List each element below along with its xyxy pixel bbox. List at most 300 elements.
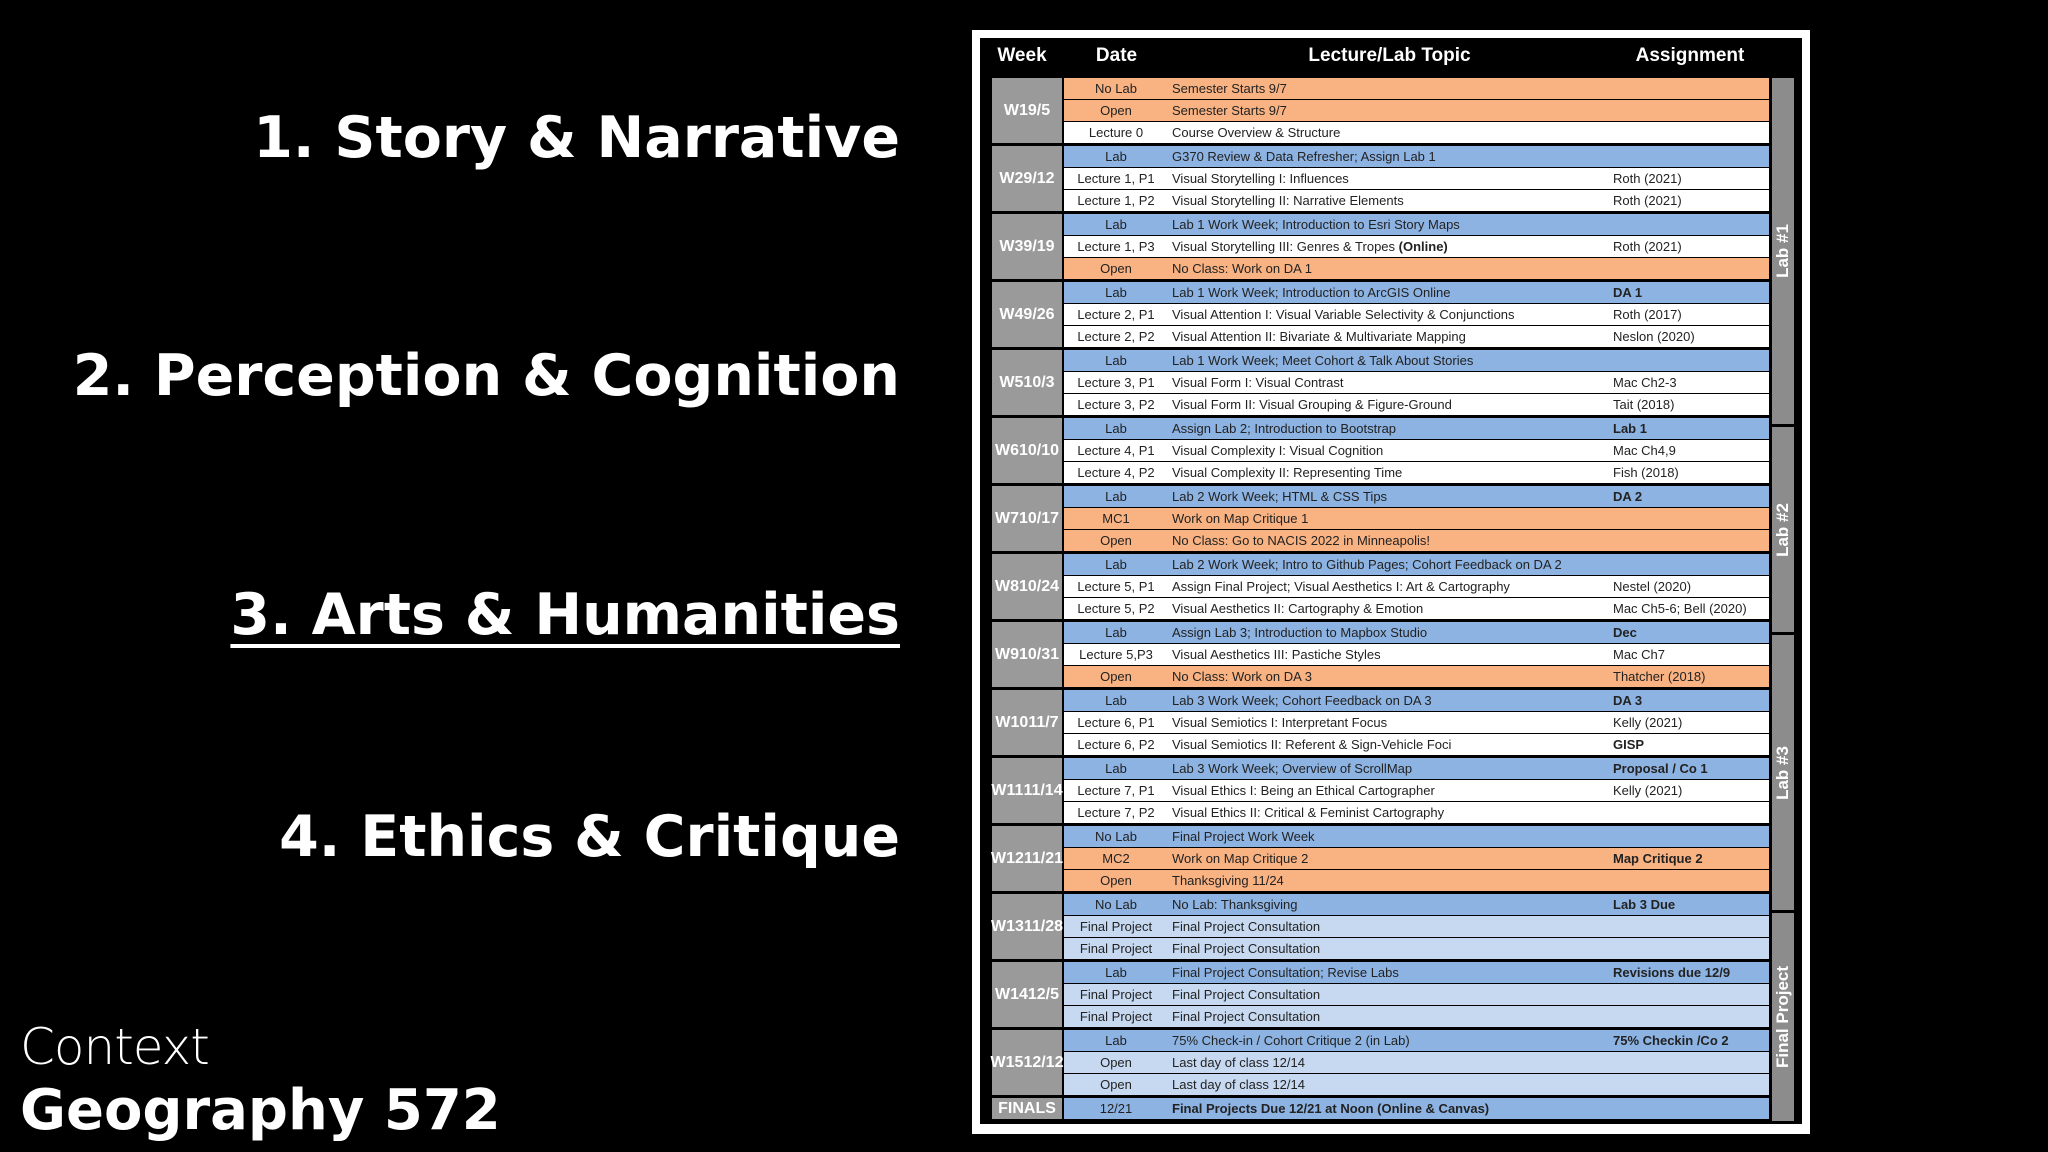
topic-text: Visual Ethics I: Being an Ethical Cartographer — [1172, 783, 1435, 798]
date-cell: Open — [1100, 1077, 1132, 1092]
topic-text: Lab 3 Work Week; Cohort Feedback on DA 3 — [1172, 693, 1432, 708]
topic-cell — [1169, 734, 1609, 755]
week-date: 9/19 — [1023, 238, 1055, 255]
topic-text: Visual Form I: Visual Contrast — [1172, 375, 1344, 390]
table-row — [1064, 894, 1769, 915]
week-date: 11/21 — [1023, 850, 1064, 867]
table-row — [1064, 666, 1769, 687]
table-row — [1064, 984, 1769, 1005]
date-cell: Lab — [1105, 625, 1127, 640]
topic-text: No Lab: Thanksgiving — [1172, 897, 1298, 912]
assignment-cell: Kelly (2021) — [1613, 783, 1683, 798]
topic-text: Visual Ethics II: Critical & Feminist Cartography — [1172, 805, 1445, 820]
week-number: W14 — [994, 986, 1028, 1003]
date-cell: Lecture 7, P1 — [1077, 783, 1155, 798]
topic-cell — [1169, 780, 1609, 801]
assignment-cell: Dec — [1613, 625, 1637, 640]
topic-text: Visual Complexity I: Visual Cognition — [1172, 443, 1384, 458]
table-row — [1064, 190, 1769, 211]
assignment-cell: DA 1 — [1613, 285, 1643, 300]
topic-cell — [1169, 214, 1609, 235]
date-cell: Lab — [1105, 489, 1127, 504]
date-cell: Open — [1100, 533, 1132, 548]
week-date: 9/12 — [1023, 170, 1055, 187]
assignment-cell — [1610, 984, 1769, 1005]
table-row — [1064, 100, 1769, 121]
date-cell: Lab — [1105, 693, 1127, 708]
week-date: 10/3 — [1023, 374, 1055, 391]
assignment-cell — [1610, 350, 1769, 371]
table-row — [1064, 1098, 1769, 1119]
table-row — [1064, 780, 1769, 801]
week-block — [992, 78, 1769, 143]
topic-text: Final Project Consultation — [1172, 941, 1321, 956]
topic-cell — [1169, 282, 1609, 303]
week-date: 10/24 — [1018, 578, 1060, 595]
date-cell: Lab — [1105, 421, 1127, 436]
topic-cell — [1169, 462, 1609, 483]
date-cell: No Lab — [1095, 897, 1137, 912]
context-label: Context — [20, 1018, 209, 1076]
topic-text: Visual Storytelling I: Influences — [1172, 171, 1349, 186]
week-block — [992, 962, 1769, 1027]
date-cell: Lab — [1105, 353, 1127, 368]
table-row — [1064, 690, 1769, 711]
table-row — [1064, 168, 1769, 189]
table-row — [1064, 258, 1769, 279]
assignment-cell — [1610, 530, 1769, 551]
side-label-lab1: Lab #1 — [1772, 78, 1794, 424]
topic-emphasis: (Online) — [1395, 239, 1448, 254]
week-number: W8 — [994, 578, 1019, 595]
week-label — [992, 1030, 1062, 1095]
topic-text: Visual Form II: Visual Grouping & Figure-Ground — [1172, 397, 1452, 412]
topic-cell — [1169, 486, 1609, 507]
table-row — [1064, 1006, 1769, 1027]
topic-cell — [1169, 350, 1609, 371]
assignment-cell: Mac Ch4,9 — [1613, 443, 1676, 458]
date-cell: Open — [1100, 1055, 1132, 1070]
table-row — [1064, 530, 1769, 551]
date-cell: Open — [1100, 261, 1132, 276]
topic-text: Semester Starts 9/7 — [1172, 103, 1287, 118]
week-block — [992, 690, 1769, 755]
week-number: W12 — [990, 850, 1024, 867]
week-date: 10/10 — [1018, 442, 1060, 459]
assignment-cell: Lab 3 Due — [1613, 897, 1676, 912]
week-block — [992, 282, 1769, 347]
week-number: W3 — [999, 238, 1024, 255]
topic-text: No Class: Go to NACIS 2022 in Minneapolis! — [1172, 533, 1430, 548]
date-cell: Lecture 4, P1 — [1077, 443, 1155, 458]
assignment-cell — [1610, 1098, 1769, 1119]
assignment-cell: Tait (2018) — [1613, 397, 1675, 412]
topic-cell — [1169, 916, 1609, 937]
assignment-cell: Thatcher (2018) — [1613, 669, 1706, 684]
table-row — [1064, 418, 1769, 439]
topic-cell — [1169, 826, 1609, 847]
assignment-cell: Roth (2021) — [1613, 171, 1682, 186]
topic-cell — [1169, 622, 1609, 643]
assignment-cell: Roth (2021) — [1613, 193, 1682, 208]
assignment-cell: DA 2 — [1613, 489, 1643, 504]
date-cell: Final Project — [1079, 919, 1153, 934]
topic-cell — [1169, 1006, 1609, 1027]
topic-text: Final Project Consultation; Revise Labs — [1172, 965, 1399, 980]
assignment-cell: GISP — [1613, 737, 1645, 752]
date-cell: Final Project — [1079, 941, 1153, 956]
table-row — [1064, 122, 1769, 143]
topic-cell — [1169, 938, 1609, 959]
assignment-cell: Mac Ch7 — [1613, 647, 1666, 662]
table-row — [1064, 802, 1769, 823]
table-row — [1064, 758, 1769, 779]
topic-cell — [1169, 326, 1609, 347]
theme-story-narrative: 1. Story & Narrative — [253, 105, 900, 171]
header-date: Date — [1095, 45, 1138, 66]
table-row — [1064, 462, 1769, 483]
week-number: W11 — [991, 782, 1024, 799]
week-date: 11/28 — [1023, 918, 1064, 935]
table-row — [1064, 508, 1769, 529]
date-cell: Lecture 1, P1 — [1077, 171, 1155, 186]
topic-text: G370 Review & Data Refresher; Assign Lab 1 — [1172, 149, 1436, 164]
table-row — [1064, 962, 1769, 983]
topic-cell — [1169, 394, 1609, 415]
table-row — [1064, 712, 1769, 733]
week-label — [992, 214, 1062, 279]
assignment-cell — [1610, 78, 1769, 99]
week-label — [992, 1098, 1062, 1119]
side-label-lab3: Lab #3 — [1772, 635, 1794, 910]
topic-text: Final Project Consultation — [1172, 987, 1321, 1002]
date-cell: Lab — [1105, 285, 1127, 300]
table-row — [1064, 214, 1769, 235]
table-row — [1064, 938, 1769, 959]
week-number: W15 — [990, 1054, 1024, 1071]
assignment-cell: DA 3 — [1613, 693, 1643, 708]
week-label — [992, 486, 1062, 551]
date-cell: Open — [1100, 873, 1132, 888]
table-row — [1064, 394, 1769, 415]
topic-cell — [1169, 304, 1609, 325]
topic-cell — [1169, 508, 1609, 529]
assignment-cell: Mac Ch5-6; Bell (2020) — [1613, 601, 1747, 616]
table-row — [1064, 644, 1769, 665]
week-block — [992, 1098, 1769, 1119]
week-date: 9/26 — [1023, 306, 1055, 323]
topic-cell — [1169, 440, 1609, 461]
topic-text: Visual Aesthetics III: Pastiche Styles — [1172, 647, 1381, 662]
table-row — [1064, 576, 1769, 597]
topic-text: No Class: Work on DA 1 — [1172, 261, 1312, 276]
topic-text: Visual Aesthetics II: Cartography & Emotion — [1172, 601, 1424, 616]
week-label — [992, 894, 1062, 959]
topic-cell — [1169, 984, 1609, 1005]
table-row — [1064, 734, 1769, 755]
table-row — [1064, 622, 1769, 643]
assignment-cell — [1610, 1052, 1769, 1073]
topic-text: Last day of class 12/14 — [1172, 1055, 1305, 1070]
theme-arts-humanities: 3. Arts & Humanities — [230, 582, 900, 648]
week-block — [992, 758, 1769, 823]
table-header — [980, 38, 1802, 74]
week-date: 10/17 — [1018, 510, 1060, 527]
date-cell: Final Project — [1079, 987, 1153, 1002]
date-cell: Final Project — [1079, 1009, 1153, 1024]
assignment-cell — [1610, 214, 1769, 235]
assignment-cell — [1610, 122, 1769, 143]
table-row — [1064, 826, 1769, 847]
schedule-table — [980, 38, 1802, 1124]
assignment-cell: Roth (2021) — [1613, 239, 1682, 254]
topic-cell — [1169, 530, 1609, 551]
topic-text: Lab 1 Work Week; Introduction to ArcGIS Online — [1172, 285, 1451, 300]
topic-text: Visual Semiotics I: Interpretant Focus — [1172, 715, 1388, 730]
assignment-cell — [1610, 554, 1769, 575]
topic-text: 75% Check-in / Cohort Critique 2 (in Lab) — [1172, 1033, 1410, 1048]
week-label — [992, 78, 1062, 143]
week-number: W5 — [999, 374, 1024, 391]
assignment-cell — [1610, 258, 1769, 279]
table-row — [1064, 440, 1769, 461]
date-cell: Lecture 3, P2 — [1077, 397, 1155, 412]
course-title: Geography 572 — [20, 1078, 501, 1143]
date-cell: Open — [1100, 103, 1132, 118]
schedule-image-frame — [972, 30, 1810, 1134]
assignment-cell — [1610, 1074, 1769, 1095]
topic-text: Semester Starts 9/7 — [1172, 81, 1287, 96]
topic-cell — [1169, 236, 1609, 257]
table-row — [1064, 350, 1769, 371]
week-block — [992, 826, 1769, 891]
table-row — [1064, 282, 1769, 303]
week-number: W6 — [994, 442, 1019, 459]
date-cell: Lecture 5, P1 — [1077, 579, 1155, 594]
assignment-cell: Roth (2017) — [1613, 307, 1682, 322]
topic-cell — [1169, 190, 1609, 211]
table-row — [1064, 916, 1769, 937]
topic-cell — [1169, 146, 1609, 167]
topic-cell — [1169, 1074, 1609, 1095]
week-block — [992, 486, 1769, 551]
assignment-cell — [1610, 146, 1769, 167]
date-cell: Lab — [1105, 557, 1127, 572]
topic-text: Lab 2 Work Week; HTML & CSS Tips — [1172, 489, 1388, 504]
topic-text: Work on Map Critique 2 — [1172, 851, 1309, 866]
table-row — [1064, 554, 1769, 575]
week-block — [992, 554, 1769, 619]
topic-cell — [1169, 962, 1609, 983]
table-row — [1064, 304, 1769, 325]
date-cell: Lecture 4, P2 — [1077, 465, 1155, 480]
topic-cell — [1169, 690, 1609, 711]
topic-text: Visual Complexity II: Representing Time — [1172, 465, 1403, 480]
table-row — [1064, 1052, 1769, 1073]
assignment-cell: Kelly (2021) — [1613, 715, 1683, 730]
topic-text: Visual Storytelling II: Narrative Elements — [1172, 193, 1404, 208]
week-block — [992, 418, 1769, 483]
topic-text: Assign Lab 2; Introduction to Bootstrap — [1172, 421, 1397, 436]
date-cell: Lecture 7, P2 — [1077, 805, 1155, 820]
assignment-cell — [1610, 870, 1769, 891]
side-label-lab2: Lab #2 — [1772, 427, 1794, 632]
week-date: 11/14 — [1023, 782, 1063, 799]
assignment-cell — [1610, 100, 1769, 121]
week-label — [992, 282, 1062, 347]
week-date: 12/5 — [1027, 986, 1060, 1003]
table-body — [992, 78, 1769, 1122]
table-row — [1064, 326, 1769, 347]
topic-text: Assign Final Project; Visual Aesthetics I: Art & Cartography — [1172, 579, 1510, 594]
week-number: W1 — [1003, 102, 1028, 119]
week-label — [992, 418, 1062, 483]
date-cell: Lab — [1105, 149, 1127, 164]
date-cell: Lecture 3, P1 — [1077, 375, 1155, 390]
week-block — [992, 1030, 1769, 1095]
assignment-cell: Fish (2018) — [1613, 465, 1679, 480]
topic-text: Final Projects Due 12/21 at Noon (Online & Canvas) — [1172, 1101, 1490, 1116]
week-block — [992, 214, 1769, 279]
topic-cell — [1169, 576, 1609, 597]
assignment-cell — [1610, 802, 1769, 823]
topic-cell — [1169, 598, 1609, 619]
date-cell: Lab — [1105, 965, 1127, 980]
topic-cell — [1169, 122, 1609, 143]
date-cell: Open — [1100, 669, 1132, 684]
assignment-cell: 75% Checkin /Co 2 — [1613, 1033, 1729, 1048]
topic-cell — [1169, 1052, 1609, 1073]
theme-perception-cognition: 2. Perception & Cognition — [72, 343, 900, 409]
assignment-cell: Lab 1 — [1613, 421, 1647, 436]
date-cell: Lecture 6, P1 — [1077, 715, 1155, 730]
table-row — [1064, 870, 1769, 891]
table-row — [1064, 486, 1769, 507]
week-block — [992, 146, 1769, 211]
topic-text: Lab 1 Work Week; Meet Cohort & Talk About Stories — [1172, 353, 1474, 368]
date-cell: Lecture 5, P2 — [1077, 601, 1155, 616]
assignment-cell: Revisions due 12/9 — [1613, 965, 1731, 980]
week-label — [992, 350, 1062, 415]
topic-text: Course Overview & Structure — [1172, 125, 1341, 140]
topic-text: No Class: Work on DA 3 — [1172, 669, 1312, 684]
week-block — [992, 894, 1769, 959]
topic-cell — [1169, 372, 1609, 393]
topic-text: Lab 3 Work Week; Overview of ScrollMap — [1172, 761, 1413, 776]
topic-cell — [1169, 168, 1609, 189]
week-date: 11/7 — [1028, 714, 1059, 731]
topic-text: Visual Storytelling III: Genres & Tropes — [1172, 239, 1396, 254]
topic-cell — [1169, 78, 1609, 99]
week-number: W13 — [990, 918, 1024, 935]
header-week: Week — [997, 45, 1047, 66]
week-number: W4 — [999, 306, 1024, 323]
week-label — [992, 690, 1062, 755]
topic-text: Final Project Consultation — [1172, 919, 1321, 934]
date-cell: 12/21 — [1099, 1101, 1133, 1116]
week-label — [992, 554, 1062, 619]
topic-cell — [1169, 666, 1609, 687]
table-row — [1064, 598, 1769, 619]
topic-cell — [1169, 100, 1609, 121]
date-cell: Lecture 0 — [1088, 125, 1144, 140]
assignment-cell: Nestel (2020) — [1613, 579, 1692, 594]
topic-text: Last day of class 12/14 — [1172, 1077, 1305, 1092]
week-date: 9/5 — [1027, 102, 1051, 119]
header-topic: Lecture/Lab Topic — [1308, 45, 1471, 66]
assignment-cell: Proposal / Co 1 — [1613, 761, 1708, 776]
topic-cell — [1169, 802, 1609, 823]
week-date: 10/31 — [1018, 646, 1060, 663]
date-cell: Lecture 1, P3 — [1077, 239, 1155, 254]
table-row — [1064, 236, 1769, 257]
topic-text: Lab 1 Work Week; Introduction to Esri Story Maps — [1172, 217, 1460, 232]
week-number: W9 — [994, 646, 1019, 663]
week-label — [992, 146, 1062, 211]
assignment-cell — [1610, 508, 1769, 529]
assignment-cell — [1610, 938, 1769, 959]
topic-text: Assign Lab 3; Introduction to Mapbox Studio — [1172, 625, 1428, 640]
week-label — [992, 826, 1062, 891]
table-row — [1064, 1030, 1769, 1051]
topic-cell — [1169, 848, 1609, 869]
date-cell: Lab — [1105, 1033, 1127, 1048]
topic-cell — [1169, 758, 1609, 779]
topic-text: Final Project Consultation — [1172, 1009, 1321, 1024]
topic-text: Thanksgiving 11/24 — [1172, 873, 1284, 888]
date-cell: Lecture 5,P3 — [1079, 647, 1153, 662]
week-label — [992, 758, 1062, 823]
assignment-cell — [1610, 916, 1769, 937]
table-row — [1064, 1074, 1769, 1095]
assignment-cell: Neslon (2020) — [1613, 329, 1695, 344]
week-label — [992, 962, 1062, 1027]
week-number: W7 — [994, 510, 1019, 527]
side-label-final-project: Final Project — [1772, 913, 1794, 1121]
topic-text: Visual Semiotics II: Referent & Sign-Vehicle Foci — [1172, 737, 1452, 752]
topic-cell — [1169, 418, 1609, 439]
table-row — [1064, 848, 1769, 869]
topic-cell — [1169, 1098, 1609, 1119]
assignment-cell — [1610, 1006, 1769, 1027]
date-cell: Lecture 6, P2 — [1077, 737, 1155, 752]
date-cell: Lecture 1, P2 — [1077, 193, 1155, 208]
date-cell: Lecture 2, P2 — [1077, 329, 1155, 344]
week-number: W2 — [999, 170, 1024, 187]
topic-cell — [1169, 258, 1609, 279]
topic-cell — [1169, 870, 1609, 891]
topic-text: Visual Attention II: Bivariate & Multivariate Mapping — [1172, 329, 1466, 344]
assignment-cell: Mac Ch2-3 — [1613, 375, 1677, 390]
table-row — [1064, 78, 1769, 99]
table-row — [1064, 146, 1769, 167]
topic-cell — [1169, 554, 1609, 575]
week-number: FINALS — [998, 1100, 1056, 1117]
date-cell: Lab — [1105, 217, 1127, 232]
date-cell: Lab — [1105, 761, 1127, 776]
date-cell: MC1 — [1102, 511, 1130, 526]
topic-cell — [1169, 1030, 1609, 1051]
theme-ethics-critique: 4. Ethics & Critique — [279, 804, 900, 870]
week-date: 12/12 — [1023, 1054, 1064, 1071]
date-cell: MC2 — [1102, 851, 1130, 866]
week-block — [992, 350, 1769, 415]
date-cell: No Lab — [1095, 829, 1137, 844]
topic-text: Lab 2 Work Week; Intro to Github Pages; Cohort Feedback on DA 2 — [1172, 557, 1562, 572]
topic-cell — [1169, 894, 1609, 915]
date-cell: No Lab — [1095, 81, 1137, 96]
table-row — [1064, 372, 1769, 393]
